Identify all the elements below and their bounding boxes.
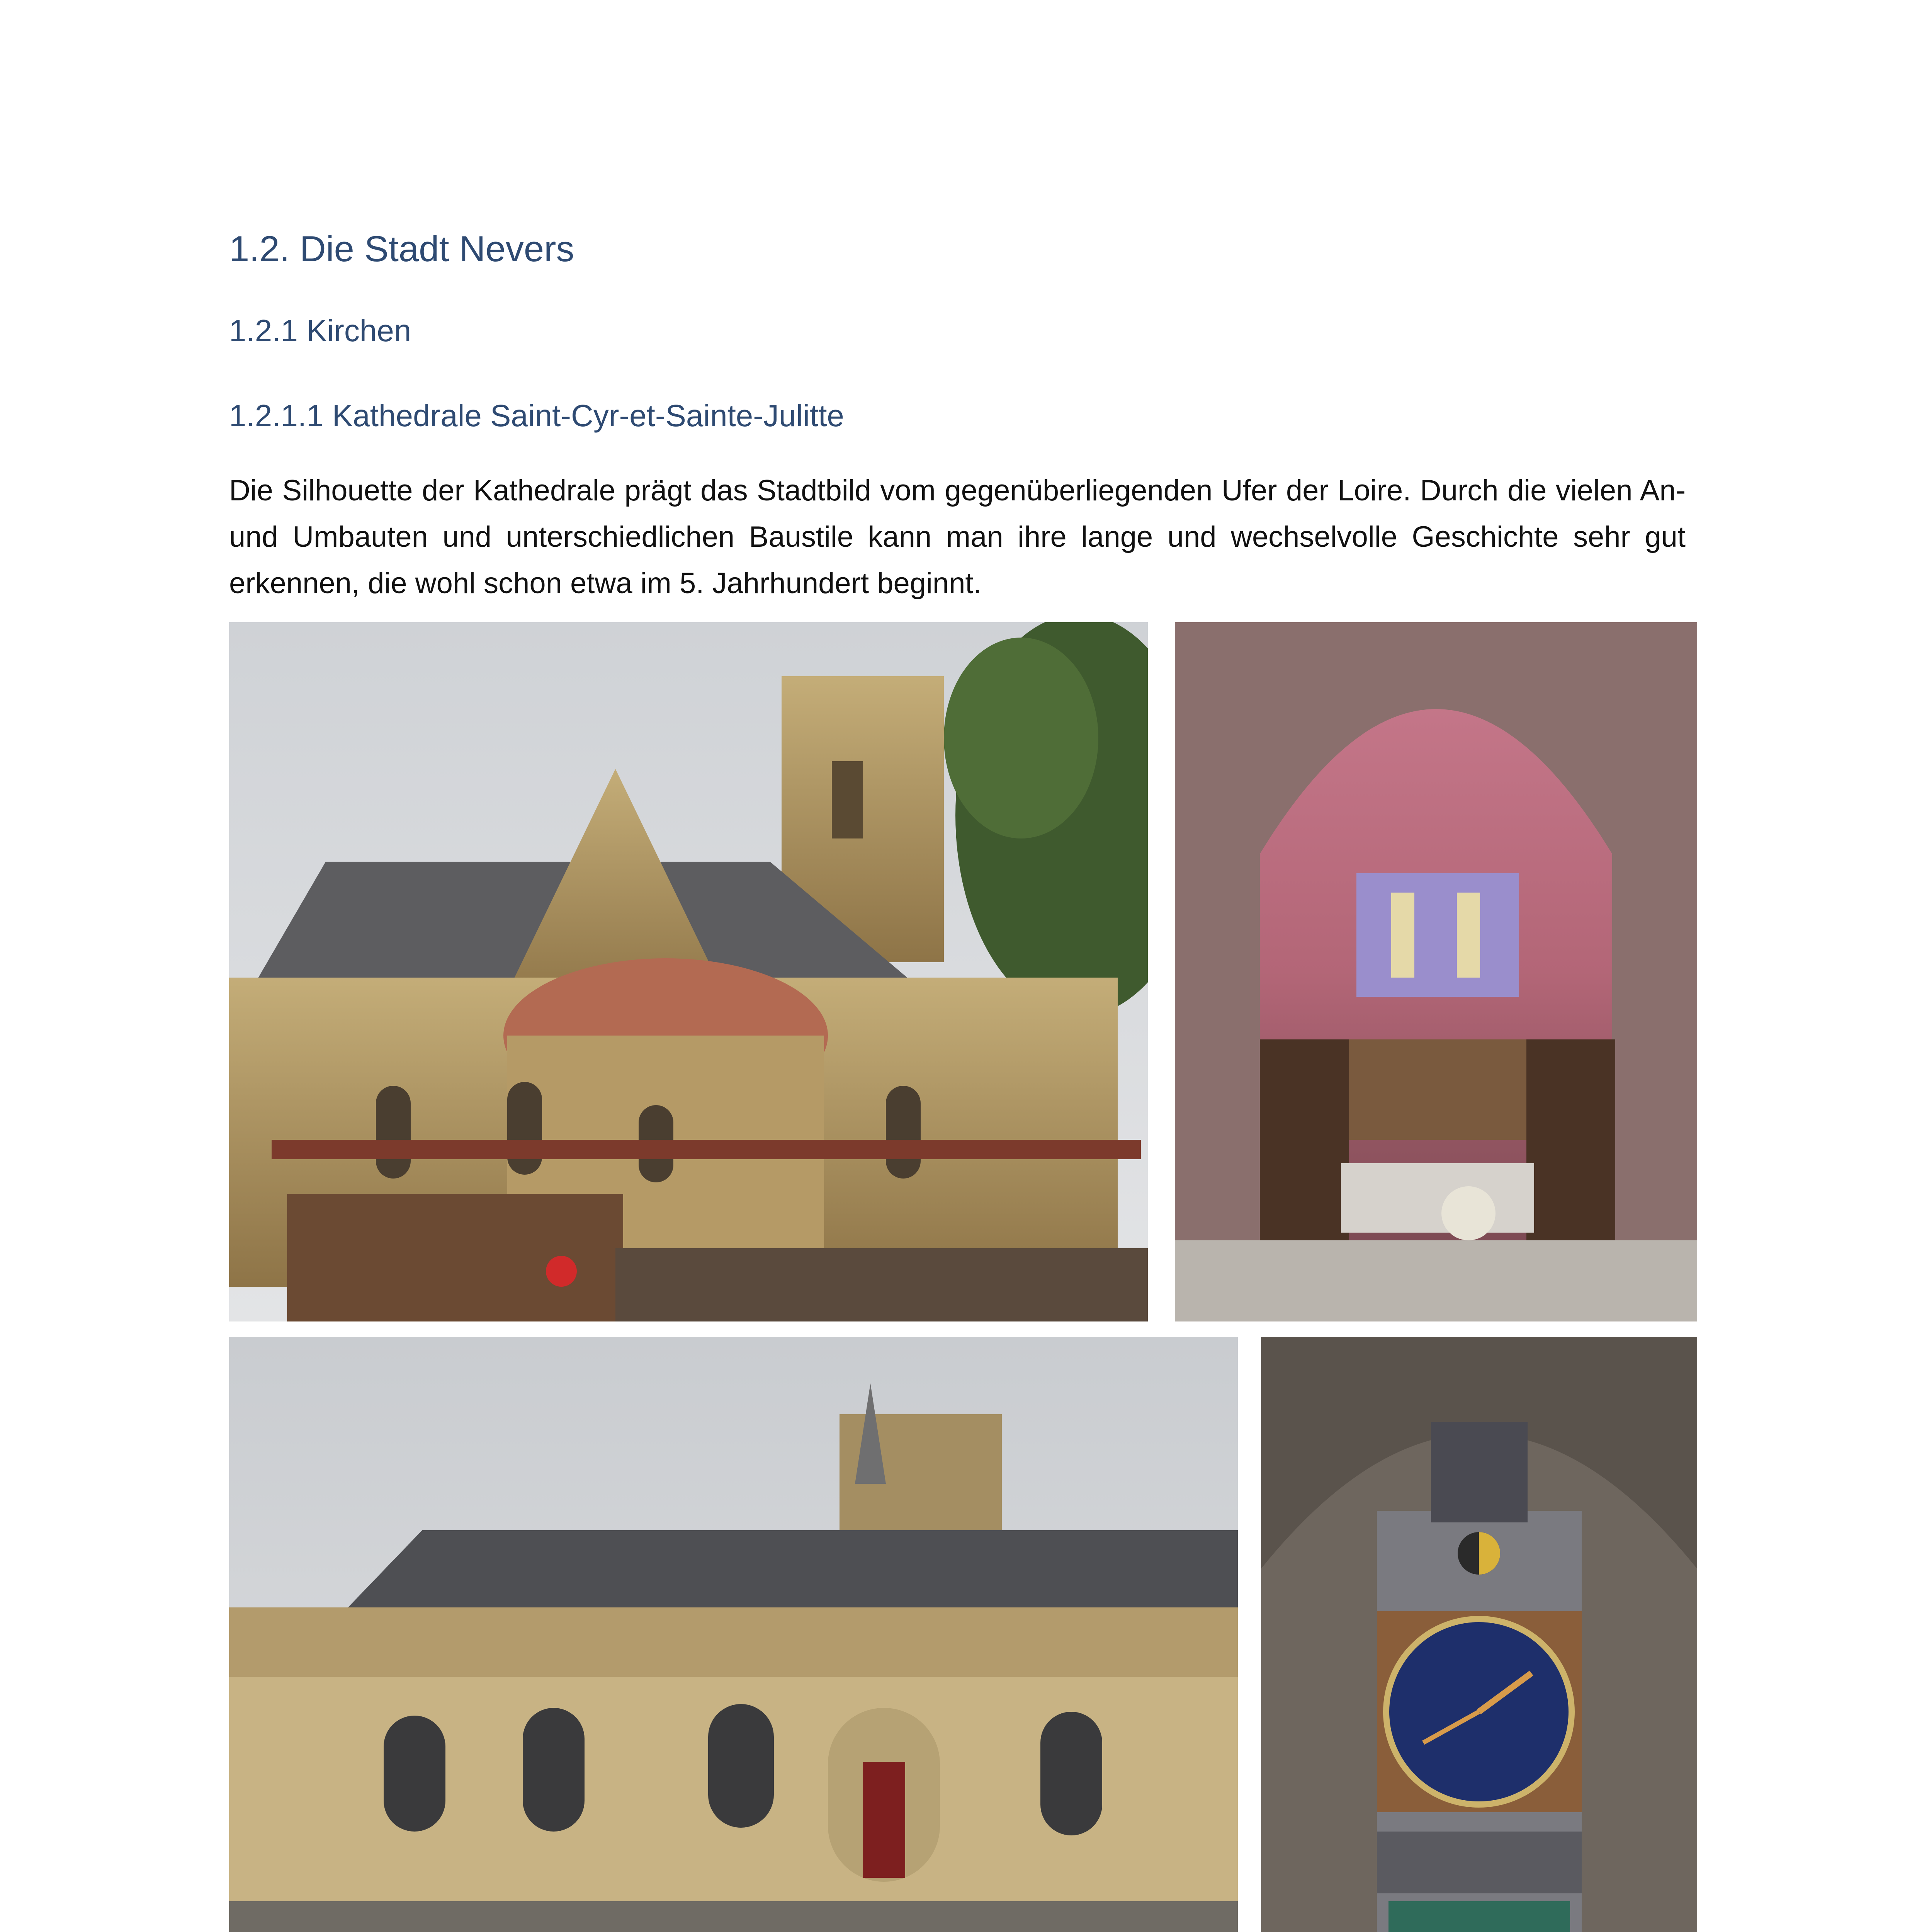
moon-phase-clock-photo	[1261, 1337, 1697, 1932]
subsubsection-title: 1.2.1.1 Kathedrale Saint-Cyr-et-Sainte-Julitte	[229, 398, 844, 433]
subsection-title: 1.2.1 Kirchen	[229, 313, 411, 348]
cathedral-interior-photo	[1175, 622, 1697, 1321]
section-title: 1.2. Die Stadt Nevers	[229, 228, 574, 269]
intro-paragraph: Die Silhouette der Kathedrale prägt das Stadtbild vom gegenüberliegenden Ufer der Loire. Durch die vielen An- und Umbauten und unterschiedlichen Baustile kann man ihre lange und wechselvolle Geschichte sehr gut erkennen, die wohl schon etwa im 5. Jahrhundert beginnt.	[229, 474, 1686, 600]
cathedral-exterior-photo	[229, 622, 1148, 1321]
cathedral-facade-photo	[229, 1337, 1238, 1932]
